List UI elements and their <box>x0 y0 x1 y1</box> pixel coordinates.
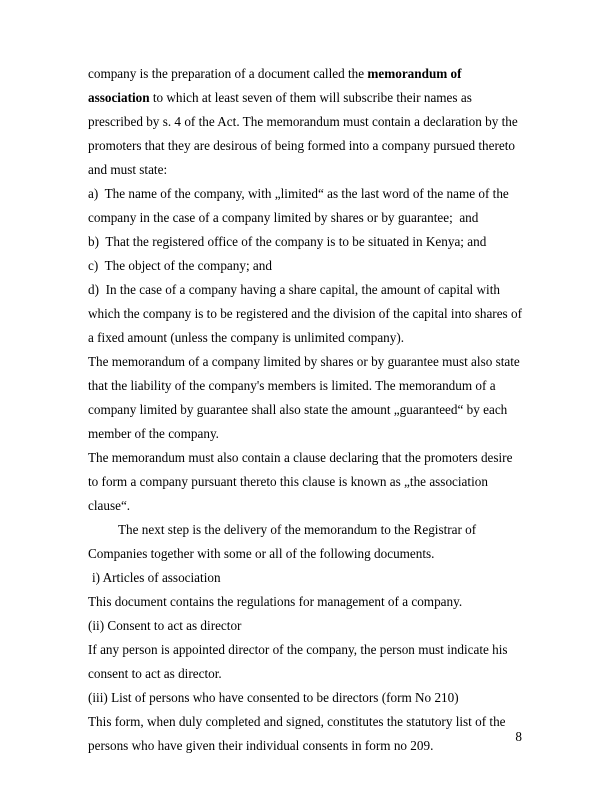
bold-term-memorandum-of-association: memorandum of association <box>88 66 465 105</box>
paragraph-text-part-2: to which at least seven of them will subscribe their names as prescribed by s. 4 of the Act. The memorandum must contain a declaration by the promoters that they are desirous of being formed into a company pursued thereto and must state: <box>88 90 521 177</box>
paragraph-memorandum-intro <box>88 62 522 182</box>
paragraph-consent-description: If any person is appointed director of the company, the person must indicate his consent to act as director. <box>88 642 511 681</box>
list-item-ii-consent-to-act-as-director: (ii) Consent to act as director <box>88 618 242 633</box>
paragraph-next-step-registrar: The next step is the delivery of the memorandum to the Registrar of Companies together with some or all of the following documents. <box>88 522 480 561</box>
list-item-c: c) The object of the company; and <box>88 258 272 273</box>
list-item-iii-list-of-persons: (iii) List of persons who have consented to be directors (form No 210) <box>88 690 459 705</box>
page-number: 8 <box>515 729 522 744</box>
paragraph-association-clause: The memorandum must also contain a clause declaring that the promoters desire to form a company pursuant thereto this clause is known as „the association clause“. <box>88 450 516 513</box>
paragraph-text-part-1: company is the preparation of a document called the <box>88 66 368 81</box>
paragraph-liability-limited: The memorandum of a company limited by shares or by guarantee must also state that the liability of the company's members is limited. The memorandum of a company limited by guarantee shall also state the amount „guaranteed“ by each member of the company. <box>88 354 524 441</box>
paragraph-articles-description: This document contains the regulations for management of a company. <box>88 594 463 609</box>
list-item-a: a) The name of the company, with „limited“ as the last word of the name of the company in the case of a company limited by shares or by guarantee; and <box>88 186 513 225</box>
document-body <box>88 62 526 758</box>
paragraph-form-description: This form, when duly completed and signed, constitutes the statutory list of the persons who have given their individual consents in form no 209. <box>88 714 509 753</box>
list-item-i-articles-of-association: i) Articles of association <box>92 570 221 585</box>
list-item-d: d) In the case of a company having a share capital, the amount of capital with which the company is to be registered and the division of the capital into shares of a fixed amount (unless the company is unlimited company). <box>88 282 526 345</box>
list-item-b: b) That the registered office of the company is to be situated in Kenya; and <box>88 234 487 249</box>
